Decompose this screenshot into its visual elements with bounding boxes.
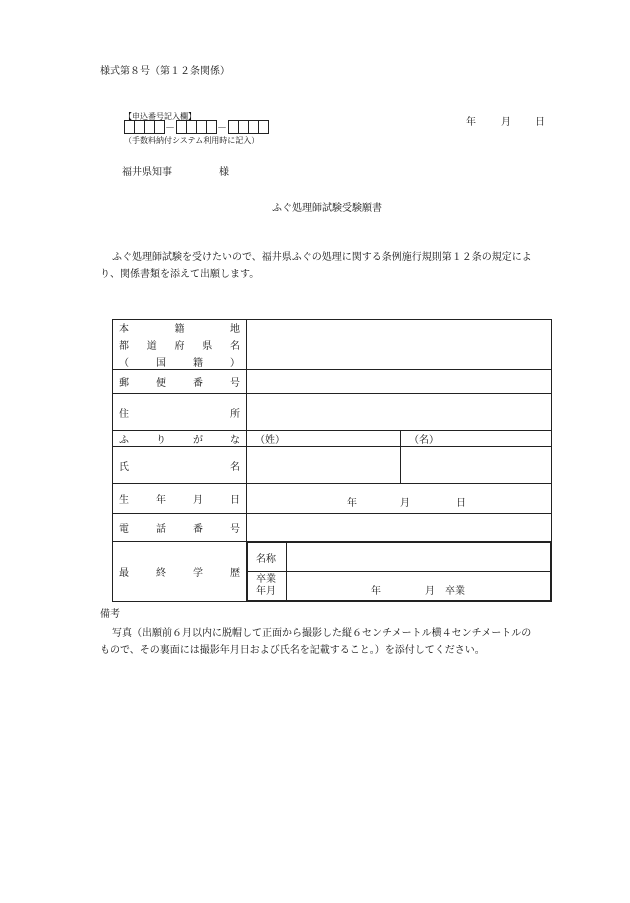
addressee-honorific: 様 (219, 167, 229, 178)
furigana-given-label: （名） (409, 435, 439, 446)
addressee-name: 福井県知事 (122, 167, 172, 178)
name-label: 氏 名 (113, 447, 247, 484)
graduation-year-label: 年 (371, 586, 381, 597)
body-line-1: ふぐ処理師試験を受けたいので、福井県ふぐの処理に関する条例施行規則第１２条の規定によ (112, 252, 532, 263)
date-year: 年 (466, 117, 476, 128)
graduation-text: 卒業 (445, 586, 465, 597)
document-title: ふぐ処理師試験受験願書 (272, 203, 382, 214)
domicile-input[interactable] (247, 320, 552, 370)
school-name-row (248, 543, 551, 572)
furigana-surname-label: （姓） (255, 435, 285, 446)
application-number-field[interactable] (124, 119, 268, 134)
graduation-label: 卒業 年月 (248, 572, 287, 601)
table-row-domicile (113, 320, 552, 370)
graduation-row (248, 572, 551, 601)
table-row-address (113, 394, 552, 431)
application-number-note: （手数料納付システム利用時に記入） (124, 136, 260, 145)
furigana-given-input[interactable] (401, 431, 552, 447)
birthdate-label: 生 年 月 日 (113, 484, 247, 514)
application-form-table (112, 319, 552, 602)
table-row-phone (113, 514, 552, 542)
domicile-label: 本 籍 地 都 道 府 県 名 （ 国 籍 ） (113, 320, 247, 370)
birthdate-input[interactable] (247, 484, 552, 514)
table-row-education (113, 542, 552, 602)
school-name-input[interactable] (287, 543, 551, 572)
application-number-label: 【申込番号記入欄】 (124, 112, 196, 121)
form-number: 様式第８号（第１２条関係） (100, 66, 230, 77)
body-line-2: り、関係書類を添えて出願します。 (100, 269, 260, 280)
remarks-heading: 備考 (100, 609, 120, 620)
address-input[interactable] (247, 394, 552, 431)
date-month: 月 (501, 117, 511, 128)
surname-input[interactable] (247, 447, 401, 484)
phone-input[interactable] (247, 514, 552, 542)
remarks-line-2: もので、その裏面には撮影年月日および氏名を記載すること。）を添付してください。 (100, 645, 485, 656)
separator: － (217, 123, 227, 134)
graduation-month-label: 月 (425, 586, 435, 597)
date-day: 日 (535, 117, 545, 128)
remarks-line-1: 写真（出願前６月以内に脱帽して正面から撮影した縦６センチメートル横４センチメートルの (112, 628, 532, 639)
birth-year-label: 年 (347, 498, 357, 509)
education-label: 最 終 学 歴 (113, 542, 247, 602)
given-name-input[interactable] (401, 447, 552, 484)
furigana-label: ふ り が な (113, 431, 247, 447)
birth-day-label: 日 (456, 498, 466, 509)
furigana-surname-input[interactable] (247, 431, 401, 447)
digit-box[interactable] (206, 120, 217, 134)
digit-box[interactable] (258, 120, 269, 134)
school-name-label: 名称 (248, 543, 287, 572)
education-subtable (247, 542, 551, 601)
table-row-furigana (113, 431, 552, 447)
digit-box[interactable] (154, 120, 165, 134)
separator: － (165, 123, 175, 134)
postal-code-label: 郵 便 番 号 (113, 370, 247, 394)
table-row-name (113, 447, 552, 484)
birth-month-label: 月 (400, 498, 410, 509)
address-label: 住 所 (113, 394, 247, 431)
postal-code-input[interactable] (247, 370, 552, 394)
education-cell (247, 542, 552, 602)
graduation-input[interactable] (287, 572, 551, 601)
phone-label: 電 話 番 号 (113, 514, 247, 542)
table-row-postal-code (113, 370, 552, 394)
table-row-birthdate (113, 484, 552, 514)
